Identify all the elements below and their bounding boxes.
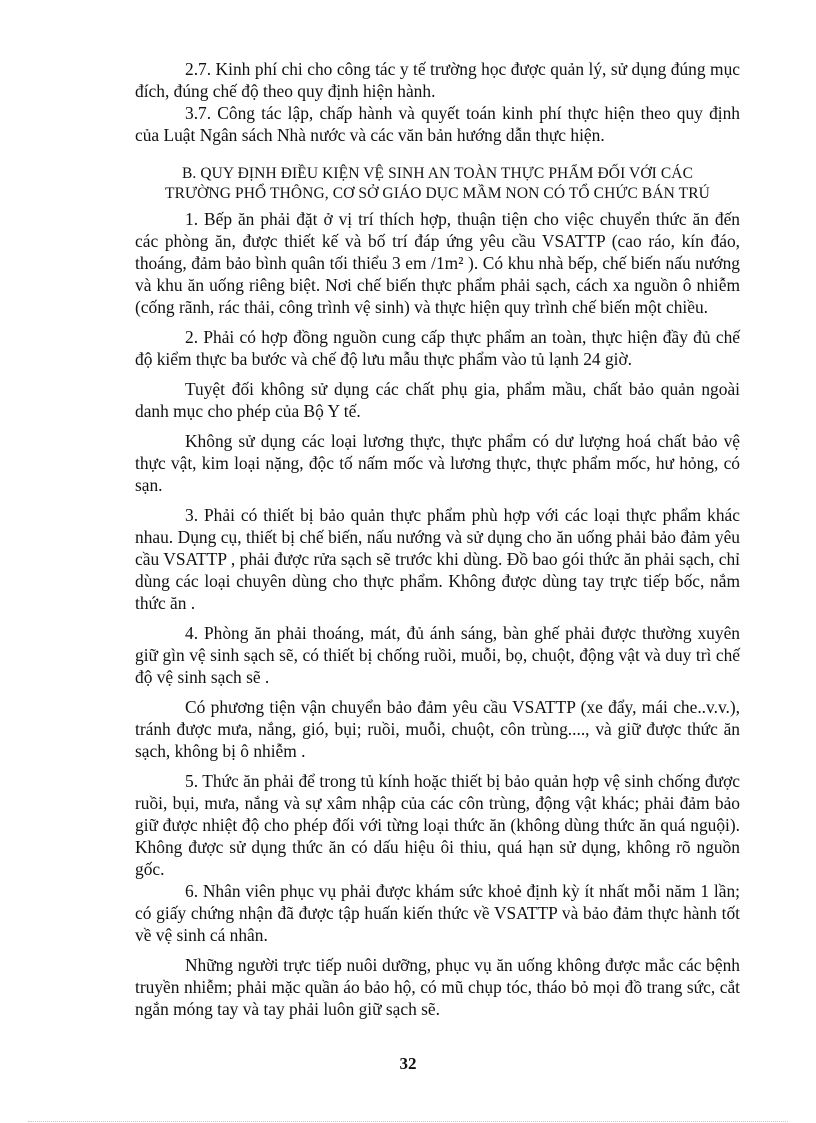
paragraph-6: 6. Nhân viên phục vụ phải được khám sức khoẻ định kỳ ít nhất mỗi năm 1 lần; có giấy chứng nhận đã được tập huấn kiến thức về VSATTP và bảo đảm thực hành tốt về vệ sinh cá nhân. bbox=[135, 881, 740, 945]
paragraph-5: 5. Thức ăn phải để trong tủ kính hoặc thiết bị bảo quản hợp vệ sinh chống được ruồi, bụi, mưa, nắng và sự xâm nhập của các côn trùng, động vật khác; phải đảm bảo giữ được nhiệt độ cho phép đối với từng loại thức ăn (không dùng thức ăn quá nguội). Không được sử dụng thức ăn có dấu hiệu ôi thiu, quá hạn sử dụng, không rõ nguồn gốc. bbox=[135, 771, 740, 879]
section-heading-b: B. QUY ĐỊNH ĐIỀU KIỆN VỆ SINH AN TOÀN THỰC PHẨM ĐỐI VỚI CÁC TRƯỜNG PHỔ THÔNG, CƠ SỞ GIÁO DỤC MẦM NON CÓ TỔ CHỨC BÁN TRÚ bbox=[165, 165, 710, 202]
page-number: 32 bbox=[399, 1054, 417, 1073]
paragraph-2-7: 2.7. Kinh phí chi cho công tác y tế trường học được quản lý, sử dụng đúng mục đích, đúng chế độ theo quy định hiện hành. bbox=[135, 59, 740, 101]
footer-divider bbox=[28, 1121, 788, 1122]
paragraph-3: 3. Phải có thiết bị bảo quản thực phẩm phù hợp với các loại thực phẩm khác nhau. Dụng cụ, thiết bị chế biến, nấu nướng và sử dụng cho ăn uống phải bảo đảm yêu cầu VSATTP , phải được rửa sạch sẽ trước khi dùng. Đồ bao gói thức ăn phải sạch, chỉ dùng các loại chuyên dùng cho thực phẩm. Không được dùng tay trực tiếp bốc, nắm thức ăn . bbox=[135, 505, 740, 613]
paragraph-staff: Những người trực tiếp nuôi dưỡng, phục vụ ăn uống không được mắc các bệnh truyền nhiễm; phải mặc quần áo bảo hộ, có mũ chụp tóc, tháo bỏ mọi đồ trang sức, cắt ngắn móng tay và tay phải luôn giữ sạch sẽ. bbox=[135, 955, 740, 1019]
paragraph-3-7: 3.7. Công tác lập, chấp hành và quyết toán kinh phí thực hiện theo quy định của Luật Ngân sách Nhà nước và các văn bản hướng dẫn thực hiện. bbox=[135, 103, 740, 145]
paragraph-2: 2. Phải có hợp đồng nguồn cung cấp thực phẩm an toàn, thực hiện đầy đủ chế độ kiểm thực ba bước và chế độ lưu mẫu thực phẩm vào tủ lạnh 24 giờ. bbox=[135, 327, 740, 369]
document-page bbox=[135, 58, 740, 1020]
paragraph-transport: Có phương tiện vận chuyển bảo đảm yêu cầu VSATTP (xe đẩy, mái che..v.v.), tránh được mưa, nắng, gió, bụi; ruồi, muỗi, chuột, côn trùng...., và giữ được thức ăn sạch, không bị ô nhiễm . bbox=[135, 697, 740, 761]
paragraph-residues: Không sử dụng các loại lương thực, thực phẩm có dư lượng hoá chất bảo vệ thực vật, kim loại nặng, độc tố nấm mốc và lương thực, thực phẩm mốc, hư hỏng, có sạn. bbox=[135, 431, 740, 495]
paragraph-4: 4. Phòng ăn phải thoáng, mát, đủ ánh sáng, bàn ghế phải được thường xuyên giữ gìn vệ sinh sạch sẽ, có thiết bị chống ruồi, muỗi, bọ, chuột, động vật và duy trì chế độ vệ sinh sạch sẽ . bbox=[135, 623, 740, 687]
paragraph-additives: Tuyệt đối không sử dụng các chất phụ gia, phẩm mầu, chất bảo quản ngoài danh mục cho phép của Bộ Y tế. bbox=[135, 379, 740, 421]
paragraph-1: 1. Bếp ăn phải đặt ở vị trí thích hợp, thuận tiện cho việc chuyển thức ăn đến các phòng ăn, được thiết kế và bố trí đáp ứng yêu cầu VSATTP (cao ráo, kín đáo, thoáng, đảm bảo bình quân tối thiểu 3 em /1m² ). Có khu nhà bếp, chế biến nấu nướng và khu ăn uống riêng biệt. Nơi chế biến thực phẩm phải sạch, cách xa nguồn ô nhiễm (cống rãnh, rác thải, công trình vệ sinh) và thực hiện quy trình chế biến một chiều. bbox=[135, 209, 740, 317]
